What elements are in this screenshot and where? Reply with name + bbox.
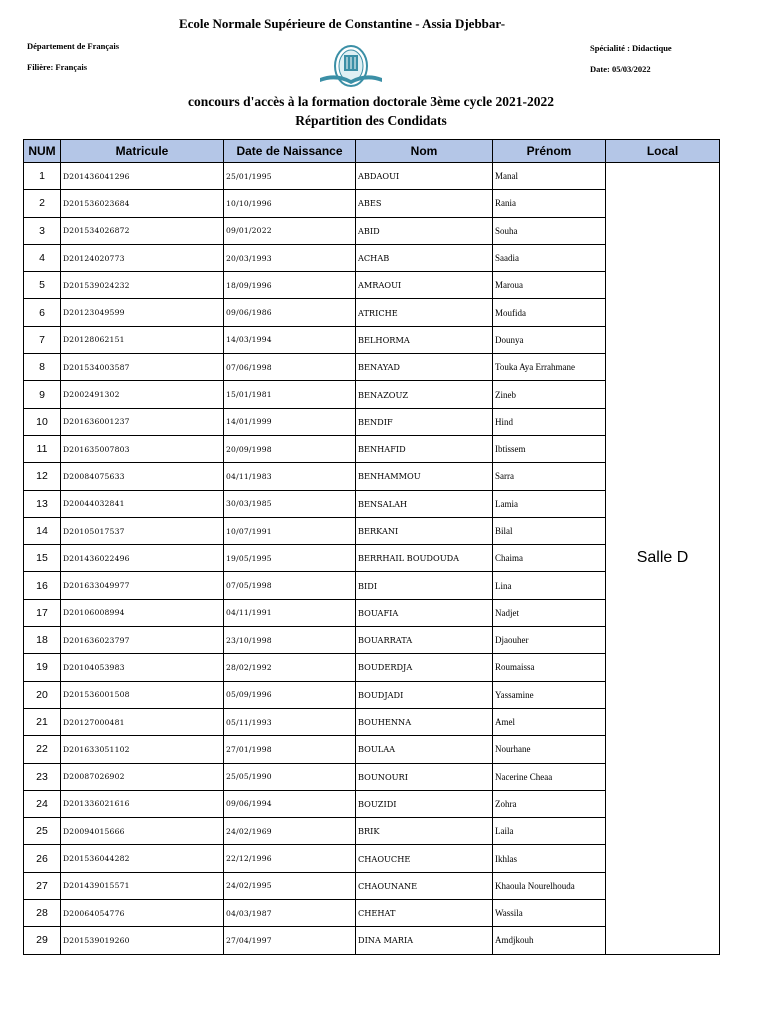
cell-nom: BENDIF bbox=[356, 408, 493, 435]
cell-prenom: Nadjet bbox=[493, 599, 606, 626]
cell-matricule: D201636023797 bbox=[61, 627, 224, 654]
cell-date-naissance: 30/03/1985 bbox=[224, 490, 356, 517]
cell-nom: BERRHAIL BOUDOUDA bbox=[356, 545, 493, 572]
table-row bbox=[24, 163, 720, 190]
cell-date-naissance: 22/12/1996 bbox=[224, 845, 356, 872]
cell-num: 1 bbox=[24, 163, 61, 190]
cell-matricule: D201636001237 bbox=[61, 408, 224, 435]
cell-prenom: Amdjkouh bbox=[493, 927, 606, 954]
cell-matricule: D201534003587 bbox=[61, 354, 224, 381]
cell-date-naissance: 09/01/2022 bbox=[224, 217, 356, 244]
cell-num: 24 bbox=[24, 790, 61, 817]
cell-num: 25 bbox=[24, 818, 61, 845]
cell-matricule: D201635007803 bbox=[61, 435, 224, 462]
candidates-table bbox=[23, 139, 720, 955]
cell-prenom: Ikhlas bbox=[493, 845, 606, 872]
cell-num: 15 bbox=[24, 545, 61, 572]
cell-date-naissance: 15/01/1981 bbox=[224, 381, 356, 408]
cell-date-naissance: 25/01/1995 bbox=[224, 163, 356, 190]
cell-matricule: D20127000481 bbox=[61, 708, 224, 735]
cell-prenom: Yassamine bbox=[493, 681, 606, 708]
cell-nom: BOUNOURI bbox=[356, 763, 493, 790]
cell-nom: BIDI bbox=[356, 572, 493, 599]
cell-nom: BELHORMA bbox=[356, 326, 493, 353]
cell-nom: BOUARRATA bbox=[356, 627, 493, 654]
cell-matricule: D2002491302 bbox=[61, 381, 224, 408]
cell-date-naissance: 20/03/1993 bbox=[224, 244, 356, 271]
cell-prenom: Amel bbox=[493, 708, 606, 735]
cell-nom: ATRICHE bbox=[356, 299, 493, 326]
cell-num: 27 bbox=[24, 872, 61, 899]
cell-date-naissance: 05/09/1996 bbox=[224, 681, 356, 708]
cell-nom: ACHAB bbox=[356, 244, 493, 271]
cell-nom: ABDAOUI bbox=[356, 163, 493, 190]
cell-matricule: D20105017537 bbox=[61, 517, 224, 544]
cell-date-naissance: 07/05/1998 bbox=[224, 572, 356, 599]
cell-nom: BENHAMMOU bbox=[356, 463, 493, 490]
cell-prenom: Lamia bbox=[493, 490, 606, 517]
cell-prenom: Hind bbox=[493, 408, 606, 435]
cell-num: 4 bbox=[24, 244, 61, 271]
cell-nom: BENAZOUZ bbox=[356, 381, 493, 408]
cell-nom: BOULAA bbox=[356, 736, 493, 763]
cell-num: 9 bbox=[24, 381, 61, 408]
cell-prenom: Lina bbox=[493, 572, 606, 599]
cell-matricule: D201436041296 bbox=[61, 163, 224, 190]
school-logo bbox=[316, 44, 386, 90]
cell-prenom: Laila bbox=[493, 818, 606, 845]
header-prenom: Prénom bbox=[493, 140, 606, 163]
cell-date-naissance: 10/07/1991 bbox=[224, 517, 356, 544]
cell-prenom: Zohra bbox=[493, 790, 606, 817]
cell-nom: BOUDJADI bbox=[356, 681, 493, 708]
cell-date-naissance: 18/09/1996 bbox=[224, 272, 356, 299]
cell-num: 17 bbox=[24, 599, 61, 626]
cell-nom: BOUZIDI bbox=[356, 790, 493, 817]
cell-prenom: Rania bbox=[493, 190, 606, 217]
cell-num: 23 bbox=[24, 763, 61, 790]
cell-prenom: Moufida bbox=[493, 299, 606, 326]
cell-prenom: Saadia bbox=[493, 244, 606, 271]
cell-prenom: Manal bbox=[493, 163, 606, 190]
cell-matricule: D201436022496 bbox=[61, 545, 224, 572]
cell-nom: BENAYAD bbox=[356, 354, 493, 381]
cell-date-naissance: 23/10/1998 bbox=[224, 627, 356, 654]
cell-num: 3 bbox=[24, 217, 61, 244]
cell-matricule: D20044032841 bbox=[61, 490, 224, 517]
cell-matricule: D20084075633 bbox=[61, 463, 224, 490]
cell-date-naissance: 24/02/1995 bbox=[224, 872, 356, 899]
cell-nom: AMRAOUI bbox=[356, 272, 493, 299]
cell-num: 18 bbox=[24, 627, 61, 654]
cell-num: 12 bbox=[24, 463, 61, 490]
cell-num: 5 bbox=[24, 272, 61, 299]
cell-matricule: D201336021616 bbox=[61, 790, 224, 817]
cell-matricule: D20106008994 bbox=[61, 599, 224, 626]
cell-date-naissance: 27/01/1998 bbox=[224, 736, 356, 763]
cell-num: 28 bbox=[24, 900, 61, 927]
cell-matricule: D201539024232 bbox=[61, 272, 224, 299]
cell-matricule: D201633049977 bbox=[61, 572, 224, 599]
cell-nom: BERKANI bbox=[356, 517, 493, 544]
cell-date-naissance: 19/05/1995 bbox=[224, 545, 356, 572]
cell-matricule: D201536023684 bbox=[61, 190, 224, 217]
cell-matricule: D201536044282 bbox=[61, 845, 224, 872]
cell-date-naissance: 05/11/1993 bbox=[224, 708, 356, 735]
cell-nom: BENHAFID bbox=[356, 435, 493, 462]
department-label: Département de Français bbox=[27, 41, 120, 51]
cell-prenom: Chaima bbox=[493, 545, 606, 572]
cell-matricule: D20128062151 bbox=[61, 326, 224, 353]
cell-nom: ABID bbox=[356, 217, 493, 244]
cell-matricule: D201534026872 bbox=[61, 217, 224, 244]
cell-matricule: D201633051102 bbox=[61, 736, 224, 763]
school-name: Ecole Normale Supérieure de Constantine - Assia Djebbar- bbox=[178, 16, 506, 31]
cell-matricule: D20124020773 bbox=[61, 244, 224, 271]
cell-num: 26 bbox=[24, 845, 61, 872]
cell-num: 6 bbox=[24, 299, 61, 326]
cell-prenom: Roumaissa bbox=[493, 654, 606, 681]
cell-date-naissance: 25/05/1990 bbox=[224, 763, 356, 790]
filiere-label: Filière: Français bbox=[27, 62, 88, 72]
cell-num: 22 bbox=[24, 736, 61, 763]
cell-nom: ABES bbox=[356, 190, 493, 217]
cell-local: Salle D bbox=[606, 163, 720, 955]
cell-nom: BENSALAH bbox=[356, 490, 493, 517]
cell-matricule: D20087026902 bbox=[61, 763, 224, 790]
cell-nom: BOUAFIA bbox=[356, 599, 493, 626]
cell-prenom: Zineb bbox=[493, 381, 606, 408]
cell-date-naissance: 09/06/1986 bbox=[224, 299, 356, 326]
header-num: NUM bbox=[24, 140, 61, 163]
table-header-row bbox=[24, 140, 720, 163]
cell-num: 29 bbox=[24, 927, 61, 954]
cell-matricule: D20064054776 bbox=[61, 900, 224, 927]
cell-date-naissance: 09/06/1994 bbox=[224, 790, 356, 817]
cell-prenom: Nacerine Cheaa bbox=[493, 763, 606, 790]
cell-nom: BOUHENNA bbox=[356, 708, 493, 735]
cell-num: 21 bbox=[24, 708, 61, 735]
cell-num: 14 bbox=[24, 517, 61, 544]
cell-prenom: Bilal bbox=[493, 517, 606, 544]
cell-date-naissance: 04/11/1983 bbox=[224, 463, 356, 490]
cell-nom: CHEHAT bbox=[356, 900, 493, 927]
header-nom: Nom bbox=[356, 140, 493, 163]
specialite-label: Spécialité : Didactique bbox=[590, 43, 672, 53]
cell-prenom: Nourhane bbox=[493, 736, 606, 763]
cell-prenom: Maroua bbox=[493, 272, 606, 299]
document-title: concours d'accès à la formation doctorale 3ème cycle 2021-2022 bbox=[188, 94, 554, 109]
cell-num: 8 bbox=[24, 354, 61, 381]
cell-num: 2 bbox=[24, 190, 61, 217]
header-local: Local bbox=[606, 140, 720, 163]
date-label: Date: 05/03/2022 bbox=[590, 64, 651, 74]
cell-prenom: Khaoula Nourelhouda bbox=[493, 872, 606, 899]
cell-num: 13 bbox=[24, 490, 61, 517]
cell-date-naissance: 14/03/1994 bbox=[224, 326, 356, 353]
cell-date-naissance: 04/11/1991 bbox=[224, 599, 356, 626]
cell-date-naissance: 04/03/1987 bbox=[224, 900, 356, 927]
cell-date-naissance: 10/10/1996 bbox=[224, 190, 356, 217]
cell-num: 11 bbox=[24, 435, 61, 462]
cell-matricule: D20104053983 bbox=[61, 654, 224, 681]
cell-num: 16 bbox=[24, 572, 61, 599]
header-date-naissance: Date de Naissance bbox=[224, 140, 356, 163]
cell-num: 10 bbox=[24, 408, 61, 435]
cell-matricule: D201539019260 bbox=[61, 927, 224, 954]
cell-date-naissance: 14/01/1999 bbox=[224, 408, 356, 435]
cell-date-naissance: 20/09/1998 bbox=[224, 435, 356, 462]
cell-matricule: D201439015571 bbox=[61, 872, 224, 899]
cell-nom: DINA MARIA bbox=[356, 927, 493, 954]
document-subtitle: Répartition des Condidats bbox=[295, 113, 447, 128]
cell-num: 19 bbox=[24, 654, 61, 681]
cell-matricule: D20094015666 bbox=[61, 818, 224, 845]
cell-matricule: D20123049599 bbox=[61, 299, 224, 326]
cell-date-naissance: 24/02/1969 bbox=[224, 818, 356, 845]
cell-prenom: Sarra bbox=[493, 463, 606, 490]
cell-prenom: Dounya bbox=[493, 326, 606, 353]
cell-nom: CHAOUNANE bbox=[356, 872, 493, 899]
cell-num: 20 bbox=[24, 681, 61, 708]
cell-date-naissance: 27/04/1997 bbox=[224, 927, 356, 954]
cell-prenom: Souha bbox=[493, 217, 606, 244]
cell-num: 7 bbox=[24, 326, 61, 353]
cell-prenom: Touka Aya Errahmane bbox=[493, 354, 606, 381]
cell-date-naissance: 28/02/1992 bbox=[224, 654, 356, 681]
cell-matricule: D201536001508 bbox=[61, 681, 224, 708]
cell-prenom: Ibtissem bbox=[493, 435, 606, 462]
cell-nom: BOUDERDJA bbox=[356, 654, 493, 681]
cell-prenom: Wassila bbox=[493, 900, 606, 927]
cell-prenom: Djaouher bbox=[493, 627, 606, 654]
header-matricule: Matricule bbox=[61, 140, 224, 163]
cell-nom: CHAOUCHE bbox=[356, 845, 493, 872]
cell-date-naissance: 07/06/1998 bbox=[224, 354, 356, 381]
cell-nom: BRIK bbox=[356, 818, 493, 845]
